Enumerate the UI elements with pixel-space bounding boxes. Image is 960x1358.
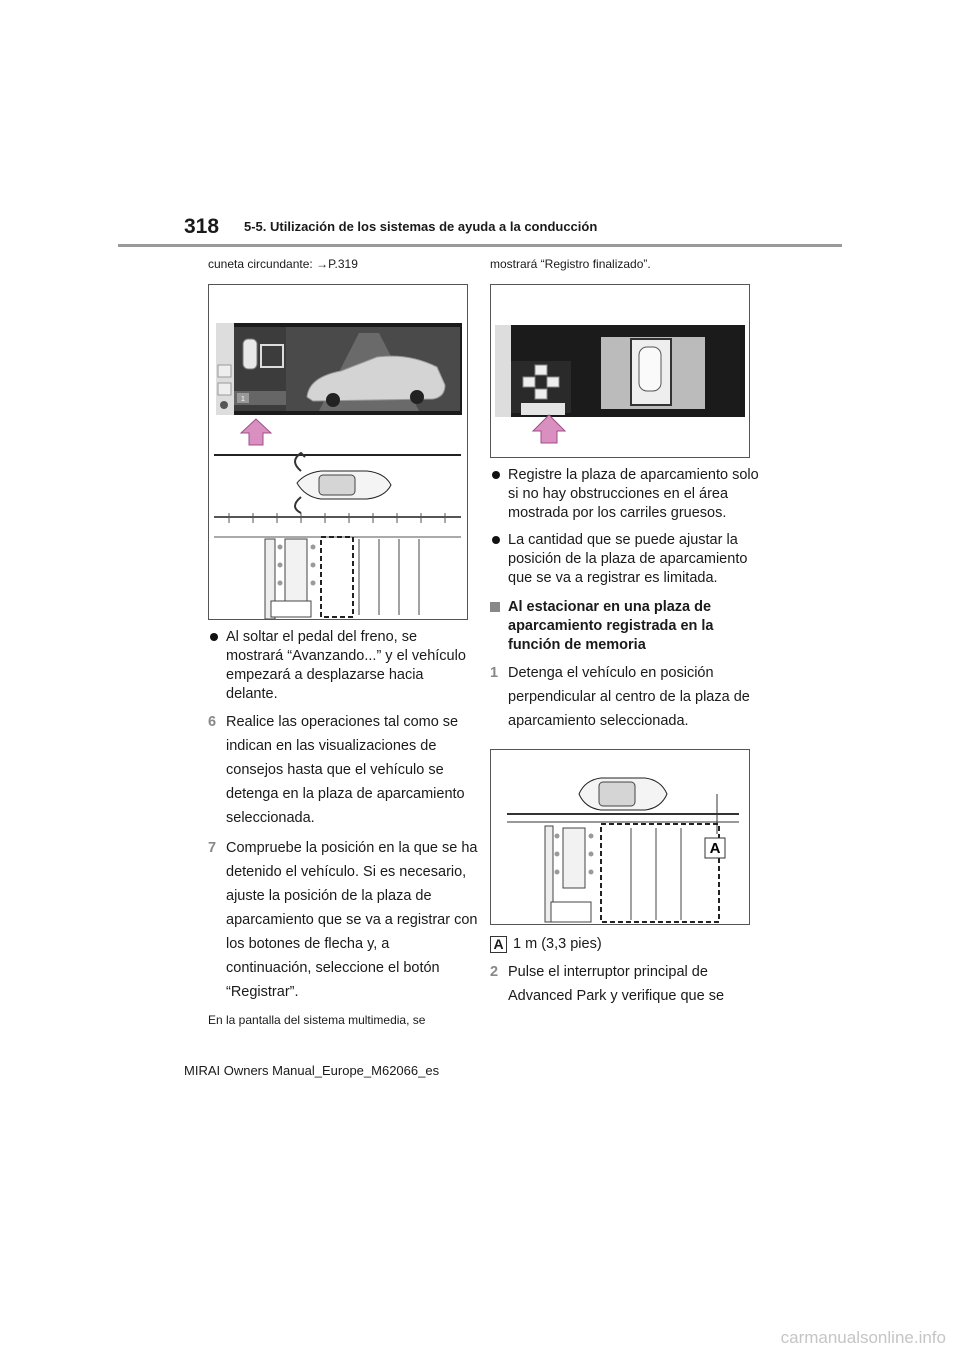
watermark-text: carmanualsonline.info <box>780 1328 946 1347</box>
subheading-text: Al estacionar en una plaza de aparcamiento registrada en la función de memoria <box>508 599 714 653</box>
right-bullet-1-text: Registre la plaza de aparcamiento solo si no hay obstrucciones en el área mostrada por los carriles gruesos. <box>508 467 759 521</box>
step-2 <box>490 960 760 1008</box>
selected-parking-space <box>601 824 719 922</box>
right-column <box>490 256 760 1008</box>
left-lead-text: cuneta circundante: →P.319 <box>208 257 358 271</box>
header-rule <box>118 244 842 247</box>
right-bullet-2-text: La cantidad que se puede ajustar la posición de la plaza de aparcamiento que se va a registrar es limitada. <box>508 532 748 586</box>
parking-base-block <box>271 601 311 617</box>
screen-button-1-label: 1 <box>241 396 245 403</box>
camera-wheel-rear <box>410 390 424 404</box>
parking-base-block <box>551 902 591 922</box>
bullet-dot <box>210 633 218 641</box>
step-1-text: Detenga el vehículo en posición perpendicular al centro de la plaza de aparcamiento seleccionada. <box>508 665 750 729</box>
pointer-arrow-up <box>241 419 271 445</box>
step-7 <box>208 836 478 1004</box>
screen-topview-car <box>243 339 257 369</box>
camera-wheel-front <box>326 393 340 407</box>
figure-registration-screen-svg <box>491 285 749 457</box>
step-1 <box>490 661 760 733</box>
subheading-square-icon <box>490 602 500 612</box>
brick-column <box>563 828 585 888</box>
step-2-text: Pulse el interruptor principal de Advanced Park y verifique que se <box>508 964 725 1004</box>
figure-moving-forward <box>208 284 468 620</box>
left-bullet-text: Al soltar el pedal del freno, se mostrará “Avanzando...” y el vehículo empezará a desplazarse hacia delante. <box>226 629 466 702</box>
right-lead-text: mostrará “Registro finalizado”. <box>490 257 651 271</box>
step-1-number: 1 <box>490 665 499 681</box>
brick-column <box>285 539 307 601</box>
topview-car-roof <box>319 475 355 495</box>
step-6 <box>208 710 478 830</box>
figure-memory-position <box>490 749 750 925</box>
bullet-dot <box>492 536 500 544</box>
step-2-number: 2 <box>490 964 499 980</box>
parking-stall-lines <box>359 539 419 615</box>
page-number: 318 <box>184 215 220 238</box>
screen-side-panel <box>495 325 511 417</box>
figure-memory-position-svg <box>491 750 749 924</box>
step-7-text: Compruebe la posición en la que se ha detenido el vehículo. Si es necesario, ajuste la posición de la plaza de aparcamiento que se va a registrar con los botones de flecha y, a continuación, seleccione el botón “Registrar”. <box>226 840 478 1000</box>
right-bullet-1 <box>490 466 760 523</box>
register-button <box>521 403 565 415</box>
legend-label-box: A <box>490 936 507 953</box>
figure-moving-forward-svg <box>209 285 467 619</box>
legend-distance <box>490 935 760 954</box>
step-6-text: Realice las operaciones tal como se indican en las visualizaciones de consejos hasta que el vehículo se detenga en la plaza de aparcamiento seleccionada. <box>226 714 465 826</box>
left-bullet <box>208 628 478 704</box>
figure-registration-screen <box>490 284 750 458</box>
left-note-text: En la pantalla del sistema multimedia, se <box>208 1013 426 1027</box>
parking-stall-lines <box>631 828 681 920</box>
right-bullet-2 <box>490 531 760 588</box>
figure-label-text: A <box>709 840 721 857</box>
selected-parking-space <box>321 537 353 617</box>
legend-text: 1 m (3,3 pies) <box>513 936 602 952</box>
topview-car-roof <box>599 782 635 806</box>
bullet-dot <box>492 471 500 479</box>
memory-function-subheading <box>490 598 760 655</box>
screen-topview-car <box>639 347 661 391</box>
footer-text: MIRAI Owners Manual_Europe_M62066_es <box>184 1063 440 1078</box>
step-6-number: 6 <box>208 714 217 730</box>
left-column <box>208 256 478 1028</box>
pointer-arrow-up <box>533 415 565 443</box>
section-title: 5-5. Utilización de los sistemas de ayuda a la conducción <box>244 219 598 234</box>
step-7-number: 7 <box>208 840 217 856</box>
